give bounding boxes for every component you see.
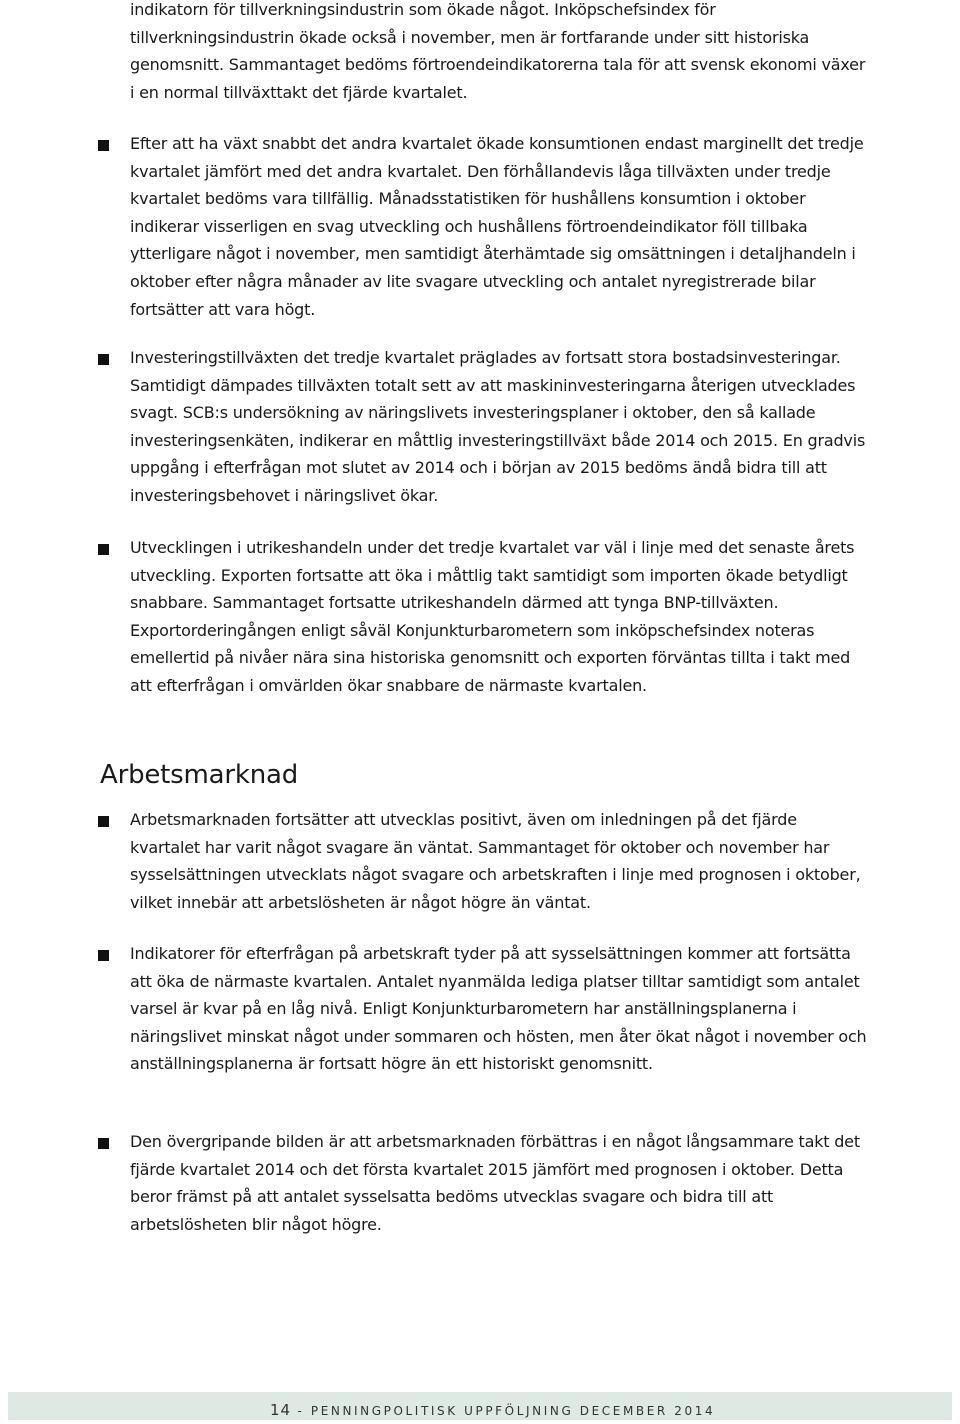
bullet-text: Indikatorer för efterfrågan på arbetskraft tyder på att sysselsättningen kommer att fortsätta att öka de närmaste kvartalen. Antalet nyanmälda lediga platser tilltar samtidigt som antalet varsel är kvar på en låg nivå. Enligt Konjunkturbarometern har anställningsplanerna i näringslivet minskat något under sommaren och hösten, men åter ökat något i november och anställningsplanerna är fortsatt högre än ett historiskt genomsnitt.	[130, 944, 867, 1074]
square-bullet-icon	[98, 950, 109, 961]
square-bullet-icon	[98, 354, 109, 365]
square-bullet-icon	[98, 140, 109, 151]
page-number: 14	[270, 1401, 292, 1419]
section-heading: Arbetsmarknad	[100, 760, 299, 790]
bullet-text: Utvecklingen i utrikeshandeln under det tredje kvartalet var väl i linje med det senaste årets utveckling. Exporten fortsatte att öka i måttlig takt samtidigt som importen ökade betydligt snabbare. Sammantaget fortsatte utrikeshandeln därmed att tynga BNP-tillväxten. Exportorderingången enligt såväl Konjunkturbarometern som inköpschefsindex noteras emellertid på nivåer nära sina historiska genomsnitt och exporten förväntas tillta i takt med att efterfrågan i omvärlden ökar snabbare de närmaste kvartalen.	[130, 538, 855, 695]
publication-title: PENNINGPOLITISK UPPFÖLJNING DECEMBER 2014	[310, 1404, 716, 1418]
bullet-text: Efter att ha växt snabbt det andra kvartalet ökade konsumtionen endast marginellt det tredje kvartalet jämfört med det andra kvartalet. Den förhållandevis låga tillväxten under tredje kvartalet bedöms vara tillfällig. Månadsstatistiken för hushållens konsumtion i oktober indikerar visserligen en svag utveckling och hushållens förtroendeindikator föll tillbaka ytterligare något i november, men samtidigt återhämtade sig omsättningen i detaljhandeln i oktober efter några månader av lite svagare utveckling och antalet nyregistrerade bilar fortsätter att vara högt.	[130, 134, 864, 319]
bullet-text: Arbetsmarknaden fortsätter att utvecklas positivt, även om inledningen på det fjärde kvartalet har varit något svagare än väntat. Sammantaget för oktober och november har sysselsättningen utvecklats något svagare och arbetskraften i linje med prognosen i oktober, vilket innebär att arbetslösheten är något högre än väntat.	[130, 810, 861, 912]
square-bullet-icon	[98, 816, 109, 827]
intro-paragraph: indikatorn för tillverkningsindustrin som ökade något. Inköpschefsindex för tillverkningsindustrin ökade också i november, men är fortfarande under sitt historiska genomsnitt. Sammantaget bedöms förtroendeindikatorerna tala för att svensk ekonomi växer i en normal tillväxttakt det fjärde kvartalet.	[130, 0, 866, 102]
square-bullet-icon	[98, 544, 109, 555]
footer-separator: -	[291, 1404, 311, 1418]
bullet-text: Den övergripande bilden är att arbetsmarknaden förbättras i en något långsammare takt det fjärde kvartalet 2014 och det första kvartalet 2015 jämfört med prognosen i oktober. Detta beror främst på att antalet sysselsatta bedöms utvecklas svagare och bidra till att arbetslösheten blir något högre.	[130, 1132, 860, 1234]
square-bullet-icon	[98, 1138, 109, 1149]
bullet-text: Investeringstillväxten det tredje kvartalet präglades av fortsatt stora bostadsinvesteringar. Samtidigt dämpades tillväxten totalt sett av att maskininvesteringarna återigen utvecklades svagt. SCB:s undersökning av näringslivets investeringsplaner i oktober, den så kallade investeringsenkäten, indikerar en måttlig investeringstillväxt både 2014 och 2015. En gradvis uppgång i efterfrågan mot slutet av 2014 och i början av 2015 bedöms ändå bidra till att investeringsbehovet i näringslivet ökar.	[130, 348, 866, 505]
footer-label	[270, 1402, 715, 1419]
